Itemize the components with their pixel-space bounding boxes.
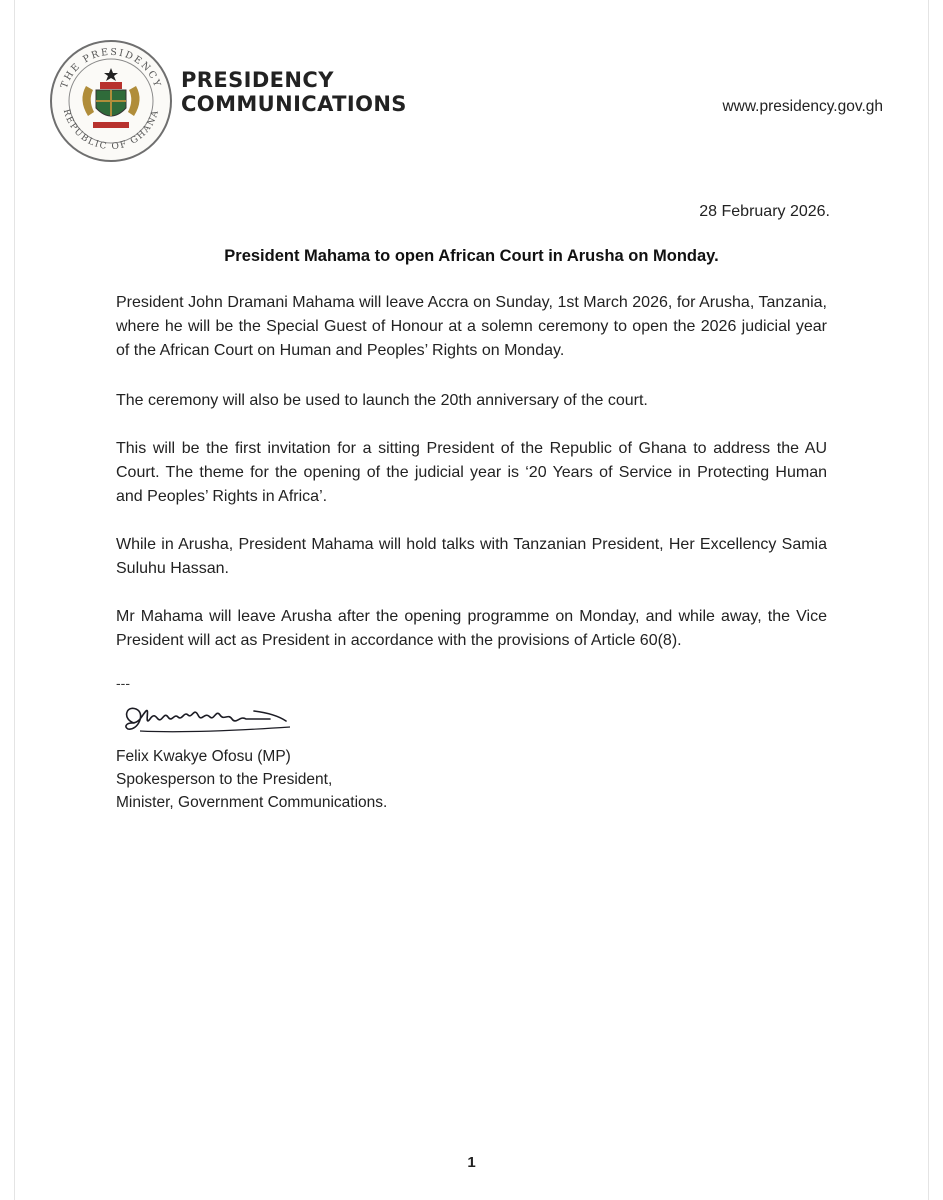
- body-paragraph: The ceremony will also be used to launch the 20th anniversary of the court.: [116, 392, 648, 409]
- page-edge-left: [14, 0, 15, 1200]
- organization-name: [181, 68, 407, 116]
- body-paragraph: While in Arusha, President Mahama will hold talks with Tanzanian President, Her Excellency Samia Suluhu Hassan.: [116, 536, 827, 577]
- headline: President Mahama to open African Court in Arusha on Monday.: [224, 247, 719, 265]
- page-edge-right: [928, 0, 929, 1200]
- svg-text:THE PRESIDENCY: THE PRESIDENCY: [58, 46, 164, 90]
- svg-text:REPUBLIC OF GHANA: REPUBLIC OF GHANA: [60, 108, 162, 153]
- body-paragraph: President John Dramani Mahama will leave Accra on Sunday, 1st March 2026, for Arusha, Tanzania, where he will be the Special Guest of Honour at a solemn ceremony to open the 2026 judicial year of the African Court on Human and Peoples’ Rights on Monday.: [116, 294, 827, 359]
- org-name-line1: PRESIDENCY: [181, 68, 334, 92]
- website-url: www.presidency.gov.gh: [722, 98, 883, 115]
- signature: [120, 697, 300, 743]
- release-date: 28 February 2026.: [699, 203, 830, 220]
- signatory-title: Spokesperson to the President,: [116, 771, 333, 788]
- signatory-block: [116, 745, 387, 814]
- body-paragraph: This will be the first invitation for a sitting President of the Republic of Ghana to address the AU Court. The theme for the opening of the judicial year is ‘20 Years of Service in Protecting Human and Peoples’ Rights in Africa’.: [116, 440, 827, 505]
- body-paragraph: Mr Mahama will leave Arusha after the opening programme on Monday, and while away, the Vice President will act as President in accordance with the provisions of Article 60(8).: [116, 608, 827, 649]
- page-number: 1: [467, 1154, 476, 1171]
- presidency-seal-logo: [48, 38, 174, 164]
- signatory-title: Minister, Government Communications.: [116, 794, 388, 811]
- separator: ---: [116, 675, 130, 691]
- org-name-line2: COMMUNICATIONS: [181, 92, 407, 116]
- signatory-name: Felix Kwakye Ofosu (MP): [116, 748, 291, 765]
